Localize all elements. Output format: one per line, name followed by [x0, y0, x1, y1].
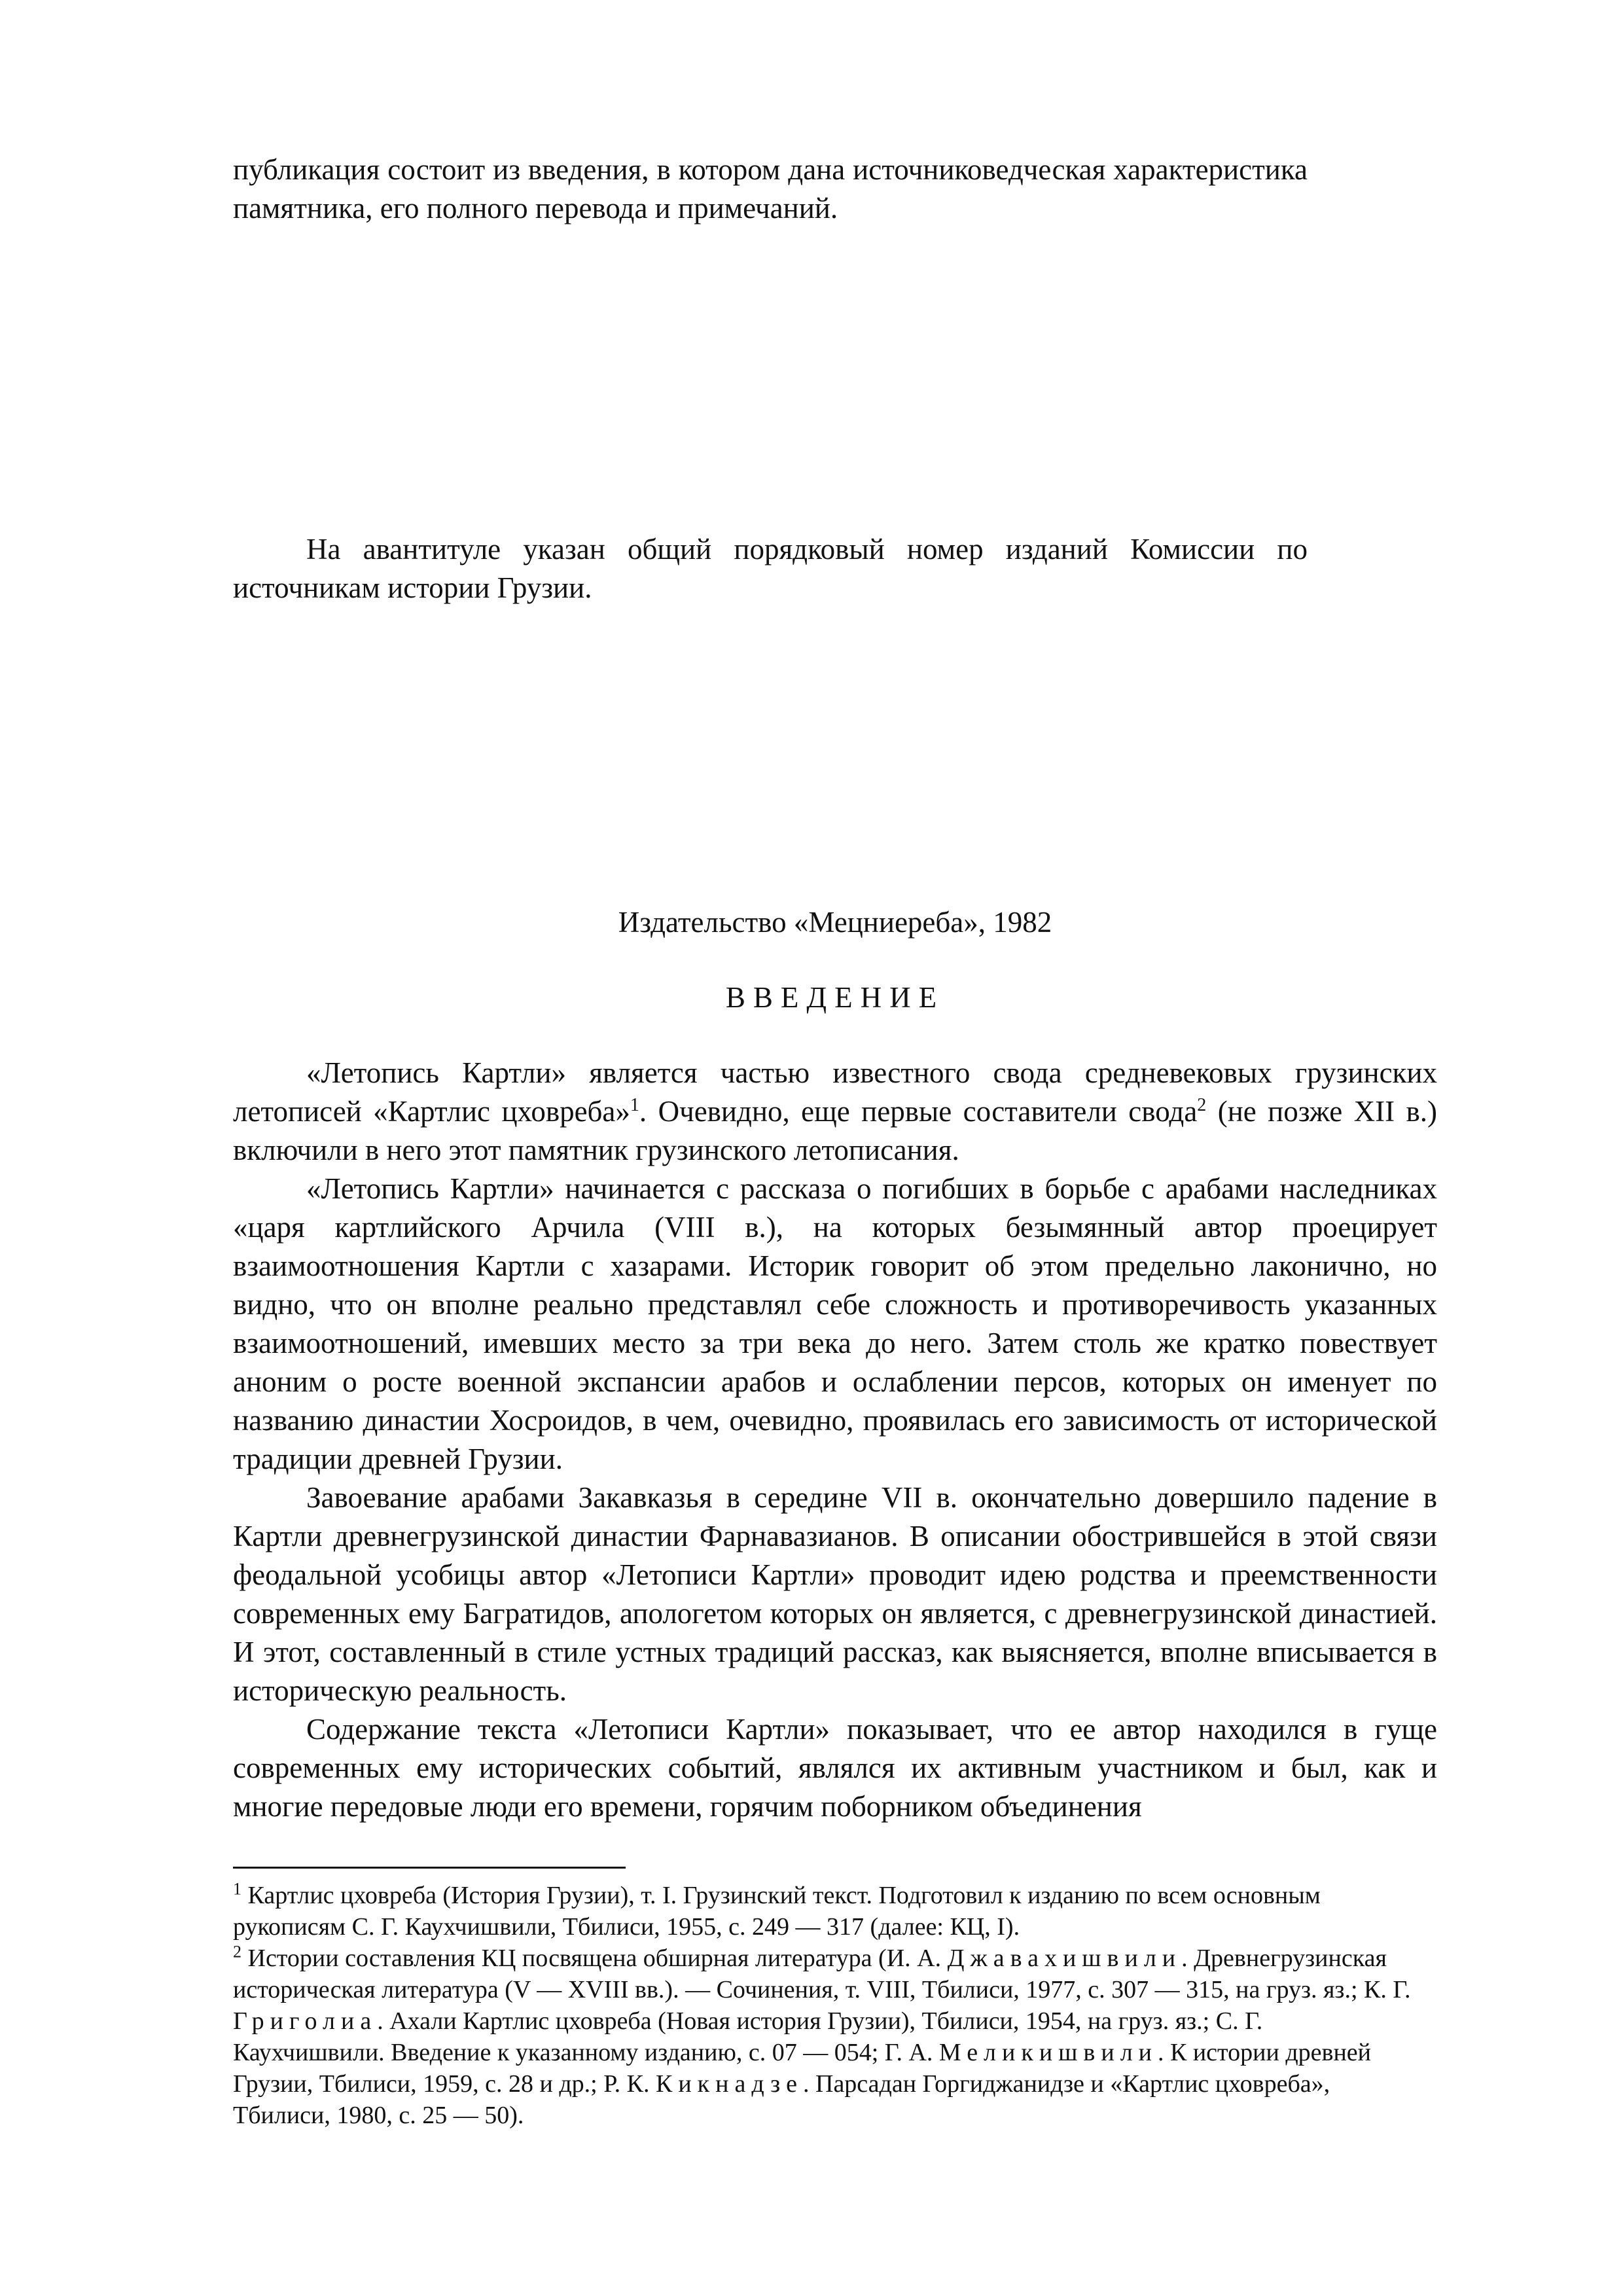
- footnote-2-text-4: . К истории древней Грузии, Тбилиси, 1959, с. 28 и др.; Р. К.: [233, 2039, 1372, 2098]
- footnote-2-text-2: . Древнегрузинская историческая литература (V — XVIII вв.). — Сочинения, т. VIII, Тбилиси, 1977, с. 307 — 315, на груз. яз.; К. Г.: [233, 1945, 1411, 2003]
- footnote-2-author-2: Григолиа: [233, 2007, 378, 2035]
- body-paragraph-1-part-c: (не позже XII в.) включили в него этот памятник грузинского летописания.: [233, 1095, 1437, 1166]
- footnote-2: [233, 1943, 1411, 2131]
- body-paragraph-4: Содержание текста «Летописи Картли» показывает, что ее автор находился в гуще современных ему исторических событий, являлся их активным участником и был, как и многие передовые люди его времени, горячим поборником объединения: [233, 1713, 1437, 1823]
- footnote-2-text-1: Истории составления КЦ посвящена обширная литература (И. А.: [241, 1945, 948, 1972]
- footnote-2-author-4: Кикнадзе: [655, 2070, 803, 2098]
- footnote-2-text-3: . Ахали Картлис цховреба (Новая история Грузии), Тбилиси, 1954, на груз. яз.; С. Г. Каухчишвили. Введение к указанному изданию, с. 07 — 054; Г. А.: [233, 2007, 1263, 2066]
- body-paragraph-1-part-a: «Летопись Картли» является частью известного свода средневековых грузинских летописей «Картлис цховреба»: [233, 1056, 1437, 1128]
- body-paragraph-2: «Летопись Картли» начинается с рассказа о погибших в борьбе с арабами наследниках «царя картлийского Арчила (VIII в.), на которых безымянный автор проецирует взаимоотношения Картли с хазарами. Историк говорит об этом предельно лаконично, но видно, что он вполне реально представлял себе сложность и противоречивость указанных взаимоотношений, имевших место за три века до него. Затем столь же кратко повествует аноним о росте военной экспансии арабов и ослаблении персов, которых он именует по названию династии Хосроидов, в чем, очевидно, проявилась его зависимость от исторической традиции древней Грузии.: [233, 1172, 1437, 1475]
- body-paragraph-3: Завоевание арабами Закавказья в середине VII в. окончательно довершило падение в Картли древнегрузинской династии Фарнавазианов. В описании обострившейся в этой связи феодальной усобицы автор «Летописи Картли» проводит идею родства и преемственности современных ему Багратидов, апологетом которых он является, с древнегрузинской династией. И этот, составленный в стиле устных традиций рассказ, как выясняется, вполне вписывается в историческую реальность.: [233, 1481, 1437, 1707]
- body-paragraph-1: [233, 1054, 1437, 1170]
- footnote-separator: [233, 1867, 626, 1869]
- footnote-2-text-5: . Парсадан Горгиджанидзе и «Картлис цховреба», Тбилиси, 1980, с. 25 — 50).: [233, 2070, 1330, 2129]
- avantitul-note: На авантитуле указан общий порядковый номер изданий Комиссии по источникам истории Грузии.: [233, 533, 1308, 604]
- footnote-2-author-1: Джавахишвили: [947, 1945, 1182, 1972]
- footnote-ref-1[interactable]: 1: [630, 1095, 639, 1115]
- intro-paragraph: публикация состоит из введения, в котором дана источниковедческая характеристика памятника, его полного перевода и примечаний.: [233, 153, 1308, 224]
- footnote-1-text: Картлис цховреба (История Грузии), т. I. Грузинский текст. Подготовил к изданию по всем основным рукописям С. Г. Каухчишвили, Тбилиси, 1955, с. 249 — 317 (далее: КЦ, I).: [233, 1882, 1321, 1941]
- footnote-1-mark: 1: [233, 1879, 241, 1899]
- footnote-2-mark: 2: [233, 1942, 241, 1962]
- section-heading: ВВЕДЕНИЕ: [725, 981, 945, 1014]
- footnotes: [233, 1880, 1411, 2131]
- body-paragraph-1-part-b: . Очевидно, еще первые составители свода: [639, 1095, 1198, 1128]
- main-text: [233, 1054, 1437, 1826]
- footnote-2-author-3: Меликишвили: [938, 2039, 1158, 2066]
- footnote-ref-2[interactable]: 2: [1197, 1095, 1207, 1115]
- publisher-line: Издательство «Мецниереба», 1982: [618, 906, 1052, 939]
- footnote-1: [233, 1880, 1411, 1943]
